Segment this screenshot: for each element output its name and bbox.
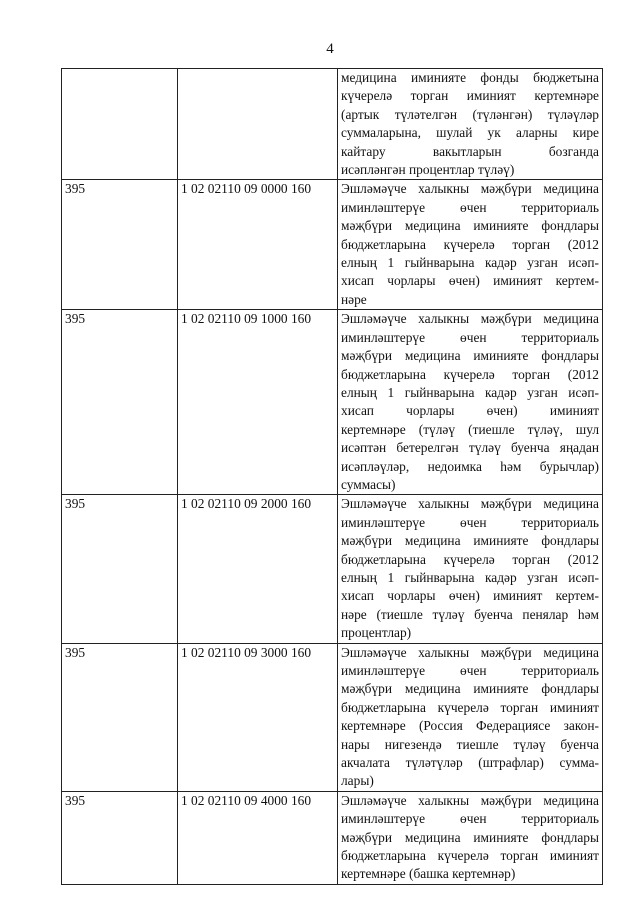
description-line: хисап чорлары өчен) иминият кертем- — [341, 588, 599, 604]
description-line: процентлар) — [341, 625, 412, 641]
table-row — [62, 791, 603, 884]
admin-code-cell: 395 — [62, 643, 178, 791]
description-line: нәре — [341, 291, 367, 307]
description-line: кертемнәре (башка кертемнәр) — [341, 866, 516, 882]
kbk-code-cell: 1 02 02110 09 3000 160 — [178, 643, 338, 791]
description-line: Эшләмәүче халыкны мәҗбүри медицина — [341, 644, 599, 660]
description-line: нары нигезендә тиешле түләү буенча — [341, 736, 599, 752]
description-cell — [338, 69, 603, 180]
description-cell — [338, 310, 603, 495]
table-row — [62, 643, 603, 791]
description-line: елның 1 гыйнварына кадәр узган исәп- — [341, 569, 599, 585]
description-cell — [338, 643, 603, 791]
description-cell — [338, 495, 603, 643]
admin-code-cell: 395 — [62, 791, 178, 884]
admin-code-cell: 395 — [62, 180, 178, 310]
description-line: акчалата түләтүләр (штрафлар) сумма- — [341, 755, 599, 771]
description-line: исәпләнгән процентлар түләү) — [341, 162, 515, 178]
description-line: хисап чорлары өчен) иминият кертем- — [341, 273, 599, 289]
description-line: мәҗбүри медицина иминияте фондлары — [341, 681, 599, 697]
kbk-code-cell: 1 02 02110 09 4000 160 — [178, 791, 338, 884]
kbk-code-cell — [178, 69, 338, 180]
table-row — [62, 69, 603, 180]
description-line: елның 1 гыйнварына кадәр узган исәп- — [341, 255, 599, 271]
description-line: лары) — [341, 773, 374, 789]
kbk-code-cell: 1 02 02110 09 1000 160 — [178, 310, 338, 495]
description-line: мәҗбүри медицина иминияте фондлары — [341, 348, 599, 364]
description-line: бюджетларына күчерелә торган иминият — [341, 848, 599, 864]
description-line: иминләштерүе өчен территориаль — [341, 514, 599, 530]
description-line: Эшләмәүче халыкны мәҗбүри медицина — [341, 496, 599, 512]
description-line: бюджетларына күчерелә торган (2012 — [341, 551, 599, 567]
description-line: хисап чорлары өчен) иминият — [341, 403, 599, 419]
description-cell — [338, 180, 603, 310]
description-line: суммасы) — [341, 476, 396, 492]
admin-code-cell: 395 — [62, 495, 178, 643]
description-line: исәпләүләр, недоимка һәм бурычлар) — [341, 458, 599, 474]
description-line: Эшләмәүче халыкны мәҗбүри медицина — [341, 792, 599, 808]
kbk-code-cell: 1 02 02110 09 0000 160 — [178, 180, 338, 310]
table-row — [62, 180, 603, 310]
description-line: кертемнәре (Россия Федерациясе закон- — [341, 718, 599, 734]
description-line: иминләштерүе өчен территориаль — [341, 329, 599, 345]
description-line: Эшләмәүче халыкны мәҗбүри медицина — [341, 311, 599, 327]
description-line: Эшләмәүче халыкны мәҗбүри медицина — [341, 181, 599, 197]
description-line: иминләштерүе өчен территориаль — [341, 811, 599, 827]
description-line: (артык түләтелгән (түләнгән) түләүләр — [341, 106, 599, 122]
description-line: бюджетларына күчерелә торган (2012 — [341, 366, 599, 382]
page-number: 4 — [326, 41, 334, 57]
description-line: кертемнәре (түләү (тиешле түләү, шул — [341, 421, 599, 437]
table-row — [62, 495, 603, 643]
admin-code-cell: 395 — [62, 310, 178, 495]
kbk-code-cell: 1 02 02110 09 2000 160 — [178, 495, 338, 643]
table-body — [62, 69, 603, 885]
description-line: суммаларына, шулай ук аларны кире — [341, 125, 599, 141]
description-line: күчерелә торган иминият кертемнәре — [341, 88, 599, 104]
description-line: нәре (тиешле түләү буенча пенялар һәм — [341, 606, 599, 622]
description-line: мәҗбүри медицина иминияте фондлары — [341, 829, 599, 845]
budget-classification-table — [61, 68, 603, 885]
description-line: иминләштерүе өчен территориаль — [341, 199, 599, 215]
description-line: елның 1 гыйнварына кадәр узган исәп- — [341, 384, 599, 400]
description-line: исәптән бетерелгән түләү буенча яңадан — [341, 440, 599, 456]
description-line: кайтару вакытларын бозганда — [341, 143, 599, 159]
description-line: медицина иминияте фонды бюджетына — [341, 70, 599, 85]
admin-code-cell — [62, 69, 178, 180]
description-line: иминләштерүе өчен территориаль — [341, 663, 599, 678]
description-cell — [338, 791, 603, 884]
description-line: бюджетларына күчерелә торган (2012 — [341, 236, 599, 252]
table-row — [62, 310, 603, 495]
description-line: мәҗбүри медицина иминияте фондлары — [341, 533, 599, 549]
description-line: мәҗбүри медицина иминияте фондлары — [341, 218, 599, 234]
description-line: бюджетларына күчерелә торган иминият — [341, 699, 599, 715]
